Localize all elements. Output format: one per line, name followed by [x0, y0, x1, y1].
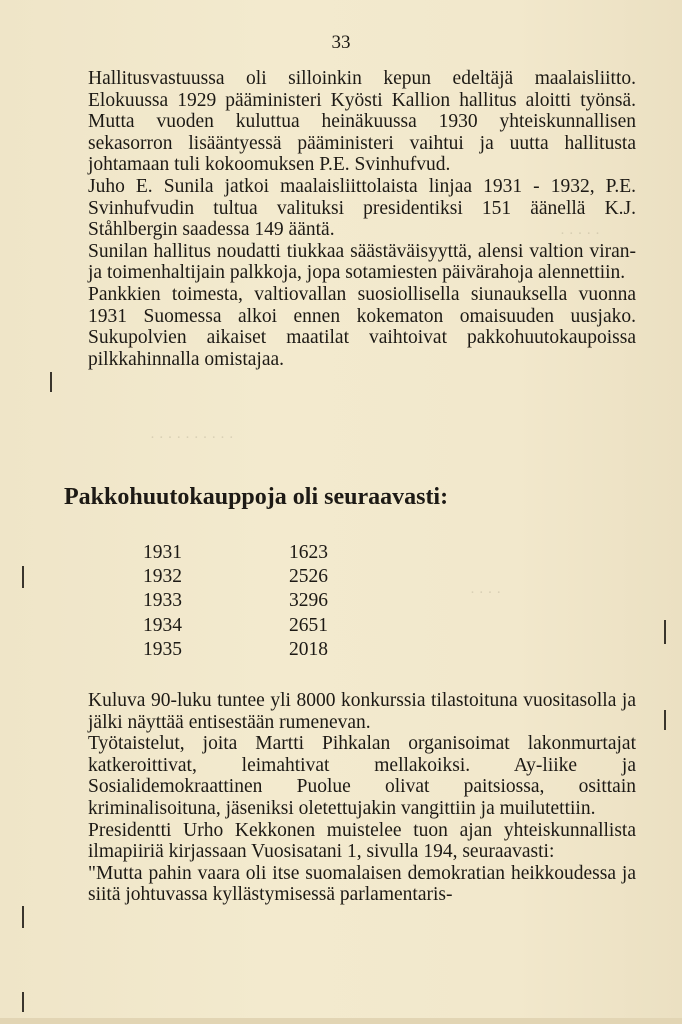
margin-mark	[50, 372, 52, 392]
page-bottom-edge	[0, 1018, 682, 1024]
count-cell: 3296	[289, 590, 328, 612]
page-number: 33	[331, 32, 351, 53]
margin-mark	[22, 906, 24, 928]
margin-mark	[22, 566, 24, 588]
count-cell: 2651	[289, 614, 328, 636]
year-cell: 1931	[143, 542, 182, 563]
paragraph-5: Kuluva 90-luku tuntee yli 8000 konkurssia tilastoituna vuositasolla ja jälki näyttää entisestään rumenevan.	[88, 690, 636, 733]
year-cell: 1934	[143, 614, 182, 636]
paragraph-2: Juho E. Sunila jatkoi maalaisliittolaista linjaa 1931 - 1932, P.E. Svinhufvudin tultua valituksi presidentiksi 151 äänellä K.J. Ståhlbergin saadessa 149 ääntä.	[88, 175, 636, 241]
margin-mark	[664, 620, 666, 644]
paragraph-6: Työtaistelut, joita Martti Pihkalan organisoimat lakonmurtajat katkeroittivat, leimahtivat mellakoiksi. Ay-liike ja Sosialidemokraattinen Puolue olivat paitsiossa, osittain kriminalisoituna, jäseniksi oletettujakin vangittiin ja muilutettiin.	[88, 733, 636, 819]
margin-mark	[664, 710, 666, 730]
show-through-text: · · · · ·	[560, 226, 600, 242]
auction-table	[143, 541, 369, 662]
margin-mark	[22, 992, 24, 1012]
count-cell: 2526	[289, 566, 328, 588]
body-text-top	[88, 68, 636, 370]
paragraph-7: Presidentti Urho Kekkonen muistelee tuon ajan yhteiskunnallista ilmapiiriä kirjassaan Vuosisatani 1, sivulla 194, seuraavasti:	[88, 819, 636, 863]
table-row	[143, 541, 369, 565]
count-cell: 2018	[289, 638, 328, 660]
table-row	[143, 614, 369, 638]
paragraph-8: "Mutta pahin vaara oli itse suomalaisen demokratian heikkoudessa ja siitä johtuvassa kyllästymisessä parlamentaris-	[88, 862, 636, 906]
section-heading: Pakkohuutokauppoja oli seuraavasti:	[64, 484, 449, 510]
show-through-text: · · · ·	[470, 585, 502, 601]
show-through-text: · · · · · · · · · ·	[150, 430, 234, 446]
year-cell: 1933	[143, 590, 182, 612]
paragraph-4: Pankkien toimesta, valtiovallan suosiollisella siunauksella vuonna 1931 Suomessa alkoi ennen kokematon omaisuuden uusjako. Sukupolvien aikaiset maatilat vaihtoivat pakkohuutokaupoissa pilkkahinnalla omistajaa.	[88, 283, 636, 370]
paragraph-1: Hallitusvastuussa oli silloinkin kepun edeltäjä maalaisliitto. Elokuussa 1929 pääministeri Kyösti Kallion hallitus aloitti työnsä. Mutta vuoden kuluttua heinäkuussa 1930 yhteiskunnallisen sekasorron lisääntyessä pääministeri vaihtui ja uutta hallitusta johtamaan tuli kokoomuksen P.E. Svinhufvud.	[88, 68, 636, 176]
count-cell: 1623	[289, 542, 328, 563]
year-cell: 1935	[143, 638, 182, 660]
table-row	[143, 565, 369, 589]
paragraph-3: Sunilan hallitus noudatti tiukkaa säästäväisyyttä, alensi valtion viran- ja toimenhaltijain palkkoja, jopa sotamiesten päivärahoja alennettiin.	[88, 240, 636, 284]
body-text-bottom	[88, 690, 636, 906]
year-cell: 1932	[143, 566, 182, 588]
table-row	[143, 638, 369, 662]
table-row	[143, 589, 369, 613]
